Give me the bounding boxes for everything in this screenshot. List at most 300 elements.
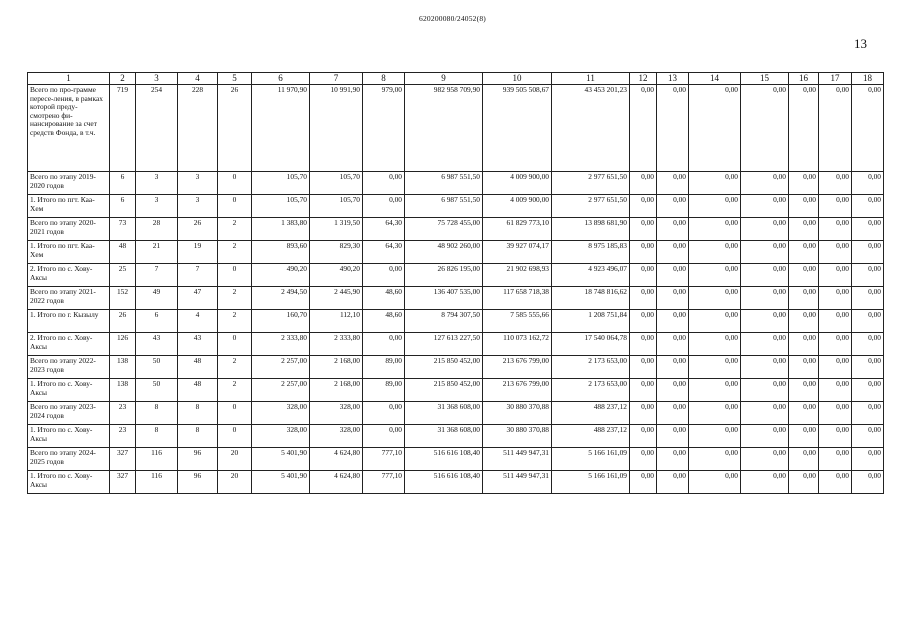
value-cell: 488 237,12 [552, 425, 630, 448]
value-cell: 0,00 [741, 195, 789, 218]
value-cell: 511 449 947,31 [483, 448, 552, 471]
value-cell: 1 383,80 [252, 218, 310, 241]
value-cell: 0,00 [657, 379, 689, 402]
value-cell: 0,00 [819, 402, 852, 425]
value-cell: 328,00 [310, 425, 363, 448]
value-cell: 0,00 [741, 402, 789, 425]
value-cell: 0,00 [363, 333, 405, 356]
value-cell: 105,70 [252, 172, 310, 195]
table-row [28, 333, 884, 356]
value-cell: 0,00 [657, 471, 689, 494]
value-cell: 0 [218, 264, 252, 287]
column-header: 8 [363, 73, 405, 85]
value-cell: 96 [178, 448, 218, 471]
row-label-cell: 1. Итого по с. Хову-Аксы [28, 471, 110, 494]
row-label-cell: 1. Итого по пгт. Каа-Хем [28, 195, 110, 218]
value-cell: 0,00 [363, 195, 405, 218]
column-header: 7 [310, 73, 363, 85]
value-cell: 6 [110, 172, 136, 195]
value-cell: 105,70 [310, 195, 363, 218]
value-cell: 0 [218, 425, 252, 448]
value-cell: 3 [178, 172, 218, 195]
value-cell: 43 [136, 333, 178, 356]
value-cell: 110 073 162,72 [483, 333, 552, 356]
value-cell: 0,00 [657, 287, 689, 310]
value-cell: 47 [178, 287, 218, 310]
row-label-cell: 1. Итого по с. Хову-Аксы [28, 425, 110, 448]
column-header: 3 [136, 73, 178, 85]
table-body [28, 85, 884, 494]
value-cell: 2 333,80 [310, 333, 363, 356]
value-cell: 0,00 [363, 425, 405, 448]
value-cell: 96 [178, 471, 218, 494]
value-cell: 26 [218, 85, 252, 172]
value-cell: 0,00 [789, 85, 819, 172]
value-cell: 0,00 [852, 218, 884, 241]
value-cell: 48 [178, 356, 218, 379]
value-cell: 0,00 [630, 310, 657, 333]
column-header: 12 [630, 73, 657, 85]
value-cell: 43 453 201,23 [552, 85, 630, 172]
value-cell: 48,60 [363, 310, 405, 333]
value-cell: 89,00 [363, 356, 405, 379]
value-cell: 48 902 260,00 [405, 241, 483, 264]
value-cell: 89,00 [363, 379, 405, 402]
value-cell: 8 [178, 402, 218, 425]
value-cell: 6 [110, 195, 136, 218]
value-cell: 0,00 [630, 172, 657, 195]
value-cell: 0,00 [689, 356, 741, 379]
table-row [28, 172, 884, 195]
table-row [28, 310, 884, 333]
value-cell: 0,00 [657, 264, 689, 287]
row-label-cell: Всего по этапу 2019-2020 годов [28, 172, 110, 195]
column-header: 1 [28, 73, 110, 85]
value-cell: 939 505 508,67 [483, 85, 552, 172]
value-cell: 20 [218, 471, 252, 494]
table-row [28, 448, 884, 471]
value-cell: 6 987 551,50 [405, 172, 483, 195]
value-cell: 0,00 [630, 379, 657, 402]
value-cell: 105,70 [252, 195, 310, 218]
value-cell: 0,00 [630, 425, 657, 448]
value-cell: 516 616 108,40 [405, 448, 483, 471]
column-header: 5 [218, 73, 252, 85]
value-cell: 2 [218, 287, 252, 310]
value-cell: 2 494,50 [252, 287, 310, 310]
value-cell: 327 [110, 448, 136, 471]
value-cell: 11 970,90 [252, 85, 310, 172]
value-cell: 0,00 [630, 264, 657, 287]
value-cell: 0,00 [689, 379, 741, 402]
table-row [28, 356, 884, 379]
value-cell: 328,00 [310, 402, 363, 425]
value-cell: 0,00 [789, 356, 819, 379]
value-cell: 138 [110, 356, 136, 379]
value-cell: 0,00 [630, 333, 657, 356]
value-cell: 48 [110, 241, 136, 264]
value-cell: 4 624,80 [310, 471, 363, 494]
value-cell: 0,00 [819, 333, 852, 356]
value-cell: 488 237,12 [552, 402, 630, 425]
value-cell: 0,00 [657, 172, 689, 195]
value-cell: 511 449 947,31 [483, 471, 552, 494]
value-cell: 4 009 900,00 [483, 195, 552, 218]
value-cell: 982 958 709,90 [405, 85, 483, 172]
value-cell: 777,10 [363, 448, 405, 471]
value-cell: 126 [110, 333, 136, 356]
value-cell: 0,00 [741, 85, 789, 172]
value-cell: 0,00 [689, 425, 741, 448]
value-cell: 64,30 [363, 241, 405, 264]
value-cell: 0,00 [852, 425, 884, 448]
value-cell: 112,10 [310, 310, 363, 333]
value-cell: 19 [178, 241, 218, 264]
value-cell: 6 987 551,50 [405, 195, 483, 218]
value-cell: 0,00 [741, 218, 789, 241]
value-cell: 893,60 [252, 241, 310, 264]
table-row [28, 471, 884, 494]
value-cell: 0,00 [741, 287, 789, 310]
value-cell: 0,00 [819, 471, 852, 494]
value-cell: 0,00 [657, 241, 689, 264]
value-cell: 0,00 [657, 195, 689, 218]
value-cell: 228 [178, 85, 218, 172]
value-cell: 719 [110, 85, 136, 172]
value-cell: 31 368 608,00 [405, 402, 483, 425]
value-cell: 0,00 [819, 310, 852, 333]
value-cell: 516 616 108,40 [405, 471, 483, 494]
value-cell: 0,00 [789, 218, 819, 241]
table-row [28, 425, 884, 448]
value-cell: 1 319,50 [310, 218, 363, 241]
value-cell: 117 658 718,38 [483, 287, 552, 310]
value-cell: 0,00 [741, 379, 789, 402]
table-row [28, 402, 884, 425]
value-cell: 0,00 [789, 172, 819, 195]
value-cell: 8 [136, 402, 178, 425]
value-cell: 0,00 [819, 356, 852, 379]
value-cell: 0,00 [657, 310, 689, 333]
column-header: 15 [741, 73, 789, 85]
value-cell: 1 208 751,84 [552, 310, 630, 333]
value-cell: 213 676 799,00 [483, 356, 552, 379]
value-cell: 39 927 074,17 [483, 241, 552, 264]
value-cell: 26 826 195,00 [405, 264, 483, 287]
row-label-cell: Всего по про-грамме пересе-ления, в рамках которой преду-смотрено фи-нансирование за счет средств Фонда, в т.ч. [28, 85, 110, 172]
value-cell: 0,00 [689, 287, 741, 310]
value-cell: 2 [218, 241, 252, 264]
value-cell: 0,00 [819, 425, 852, 448]
value-cell: 0,00 [657, 333, 689, 356]
value-cell: 0,00 [689, 333, 741, 356]
value-cell: 6 [136, 310, 178, 333]
value-cell: 152 [110, 287, 136, 310]
value-cell: 0,00 [789, 471, 819, 494]
value-cell: 31 368 608,00 [405, 425, 483, 448]
value-cell: 0,00 [852, 379, 884, 402]
page-number: 13 [854, 36, 867, 51]
value-cell: 4 [178, 310, 218, 333]
value-cell: 2 173 653,00 [552, 379, 630, 402]
value-cell: 0,00 [689, 85, 741, 172]
value-cell: 0,00 [741, 448, 789, 471]
column-header: 6 [252, 73, 310, 85]
row-label-cell: Всего по этапу 2022-2023 годов [28, 356, 110, 379]
table-row [28, 195, 884, 218]
document-id: 620200080/24052(8) [419, 14, 486, 23]
value-cell: 26 [110, 310, 136, 333]
table-row [28, 287, 884, 310]
table-row [28, 379, 884, 402]
value-cell: 64,30 [363, 218, 405, 241]
value-cell: 0,00 [630, 356, 657, 379]
column-header: 18 [852, 73, 884, 85]
row-label-cell: 2. Итого по с. Хову-Аксы [28, 264, 110, 287]
value-cell: 0,00 [630, 471, 657, 494]
value-cell: 0,00 [789, 333, 819, 356]
value-cell: 0,00 [852, 241, 884, 264]
value-cell: 116 [136, 471, 178, 494]
value-cell: 0,00 [689, 172, 741, 195]
value-cell: 2 445,90 [310, 287, 363, 310]
value-cell: 20 [218, 448, 252, 471]
value-cell: 0,00 [789, 287, 819, 310]
value-cell: 0 [218, 195, 252, 218]
value-cell: 0,00 [789, 195, 819, 218]
value-cell: 0,00 [789, 379, 819, 402]
row-label-cell: 1. Итого по с. Хову-Аксы [28, 379, 110, 402]
value-cell: 138 [110, 379, 136, 402]
value-cell: 160,70 [252, 310, 310, 333]
value-cell: 0,00 [657, 402, 689, 425]
value-cell: 0,00 [852, 172, 884, 195]
value-cell: 0,00 [363, 402, 405, 425]
value-cell: 254 [136, 85, 178, 172]
value-cell: 0,00 [852, 448, 884, 471]
value-cell: 0,00 [689, 218, 741, 241]
row-label-cell: 1. Итого по г. Кызылу [28, 310, 110, 333]
value-cell: 43 [178, 333, 218, 356]
value-cell: 3 [178, 195, 218, 218]
value-cell: 2 168,00 [310, 356, 363, 379]
value-cell: 0,00 [819, 195, 852, 218]
value-cell: 0,00 [630, 402, 657, 425]
table-row [28, 264, 884, 287]
value-cell: 0 [218, 172, 252, 195]
value-cell: 5 166 161,09 [552, 471, 630, 494]
value-cell: 0,00 [852, 264, 884, 287]
value-cell: 0,00 [630, 218, 657, 241]
value-cell: 829,30 [310, 241, 363, 264]
value-cell: 490,20 [252, 264, 310, 287]
value-cell: 0,00 [789, 448, 819, 471]
value-cell: 2 173 653,00 [552, 356, 630, 379]
value-cell: 116 [136, 448, 178, 471]
value-cell: 0,00 [819, 85, 852, 172]
value-cell: 18 748 816,62 [552, 287, 630, 310]
value-cell: 0,00 [852, 333, 884, 356]
row-label-cell: Всего по этапу 2021-2022 годов [28, 287, 110, 310]
value-cell: 0,00 [819, 172, 852, 195]
value-cell: 8 794 307,50 [405, 310, 483, 333]
column-header: 2 [110, 73, 136, 85]
row-label-cell: 2. Итого по с. Хову-Аксы [28, 333, 110, 356]
value-cell: 0,00 [689, 195, 741, 218]
value-cell: 2 168,00 [310, 379, 363, 402]
value-cell: 4 009 900,00 [483, 172, 552, 195]
value-cell: 0,00 [819, 379, 852, 402]
value-cell: 8 [136, 425, 178, 448]
value-cell: 328,00 [252, 425, 310, 448]
value-cell: 0,00 [789, 241, 819, 264]
value-cell: 21 [136, 241, 178, 264]
value-cell: 0,00 [657, 356, 689, 379]
value-cell: 0,00 [741, 471, 789, 494]
value-cell: 50 [136, 379, 178, 402]
value-cell: 2 977 651,50 [552, 172, 630, 195]
row-label-cell: Всего по этапу 2020-2021 годов [28, 218, 110, 241]
value-cell: 26 [178, 218, 218, 241]
value-cell: 777,10 [363, 471, 405, 494]
value-cell: 0,00 [657, 425, 689, 448]
header-row [28, 73, 884, 85]
value-cell: 213 676 799,00 [483, 379, 552, 402]
row-label-cell: Всего по этапу 2023-2024 годов [28, 402, 110, 425]
column-header: 13 [657, 73, 689, 85]
value-cell: 0,00 [789, 264, 819, 287]
value-cell: 2 333,80 [252, 333, 310, 356]
value-cell: 490,20 [310, 264, 363, 287]
value-cell: 5 166 161,09 [552, 448, 630, 471]
value-cell: 4 923 496,07 [552, 264, 630, 287]
value-cell: 30 880 370,88 [483, 402, 552, 425]
value-cell: 0,00 [741, 241, 789, 264]
value-cell: 0,00 [819, 241, 852, 264]
value-cell: 0,00 [789, 425, 819, 448]
value-cell: 0,00 [852, 402, 884, 425]
value-cell: 0,00 [852, 85, 884, 172]
value-cell: 215 850 452,00 [405, 379, 483, 402]
row-label-cell: 1. Итого по пгт. Каа-Хем [28, 241, 110, 264]
value-cell: 0,00 [363, 172, 405, 195]
value-cell: 0,00 [741, 333, 789, 356]
value-cell: 48,60 [363, 287, 405, 310]
value-cell: 23 [110, 402, 136, 425]
table-row [28, 241, 884, 264]
value-cell: 0,00 [689, 241, 741, 264]
value-cell: 2 [218, 218, 252, 241]
value-cell: 0,00 [852, 310, 884, 333]
value-cell: 0,00 [741, 425, 789, 448]
value-cell: 7 [136, 264, 178, 287]
value-cell: 61 829 773,10 [483, 218, 552, 241]
value-cell: 0,00 [657, 448, 689, 471]
value-cell: 327 [110, 471, 136, 494]
value-cell: 0,00 [630, 287, 657, 310]
value-cell: 0,00 [852, 195, 884, 218]
value-cell: 215 850 452,00 [405, 356, 483, 379]
value-cell: 105,70 [310, 172, 363, 195]
value-cell: 0,00 [741, 264, 789, 287]
value-cell: 0,00 [819, 448, 852, 471]
value-cell: 0,00 [789, 310, 819, 333]
column-header: 9 [405, 73, 483, 85]
column-header: 16 [789, 73, 819, 85]
value-cell: 4 624,80 [310, 448, 363, 471]
value-cell: 0,00 [819, 287, 852, 310]
value-cell: 0,00 [852, 287, 884, 310]
value-cell: 5 401,90 [252, 448, 310, 471]
value-cell: 0,00 [689, 402, 741, 425]
value-cell: 0,00 [630, 85, 657, 172]
table-row [28, 218, 884, 241]
value-cell: 136 407 535,00 [405, 287, 483, 310]
value-cell: 0,00 [657, 85, 689, 172]
value-cell: 0,00 [852, 471, 884, 494]
program-table [27, 72, 884, 494]
value-cell: 0,00 [741, 172, 789, 195]
value-cell: 0,00 [741, 310, 789, 333]
value-cell: 21 902 698,93 [483, 264, 552, 287]
value-cell: 75 728 455,00 [405, 218, 483, 241]
column-header: 11 [552, 73, 630, 85]
value-cell: 10 991,90 [310, 85, 363, 172]
value-cell: 0,00 [819, 218, 852, 241]
value-cell: 30 880 370,88 [483, 425, 552, 448]
value-cell: 28 [136, 218, 178, 241]
value-cell: 2 [218, 310, 252, 333]
value-cell: 49 [136, 287, 178, 310]
column-header: 17 [819, 73, 852, 85]
column-header: 4 [178, 73, 218, 85]
value-cell: 0 [218, 333, 252, 356]
value-cell: 73 [110, 218, 136, 241]
value-cell: 3 [136, 195, 178, 218]
value-cell: 0,00 [363, 264, 405, 287]
value-cell: 7 [178, 264, 218, 287]
value-cell: 0,00 [852, 356, 884, 379]
value-cell: 2 977 651,50 [552, 195, 630, 218]
value-cell: 7 585 555,66 [483, 310, 552, 333]
value-cell: 979,00 [363, 85, 405, 172]
value-cell: 23 [110, 425, 136, 448]
value-cell: 48 [178, 379, 218, 402]
value-cell: 0,00 [819, 264, 852, 287]
value-cell: 0,00 [657, 218, 689, 241]
value-cell: 5 401,90 [252, 471, 310, 494]
column-header: 10 [483, 73, 552, 85]
value-cell: 0,00 [689, 264, 741, 287]
value-cell: 127 613 227,50 [405, 333, 483, 356]
value-cell: 0,00 [789, 402, 819, 425]
value-cell: 2 257,00 [252, 379, 310, 402]
value-cell: 0,00 [689, 448, 741, 471]
value-cell: 2 [218, 356, 252, 379]
column-header: 14 [689, 73, 741, 85]
row-label-cell: Всего по этапу 2024-2025 годов [28, 448, 110, 471]
value-cell: 17 540 064,78 [552, 333, 630, 356]
value-cell: 328,00 [252, 402, 310, 425]
value-cell: 0,00 [741, 356, 789, 379]
value-cell: 0,00 [630, 448, 657, 471]
value-cell: 0,00 [689, 310, 741, 333]
value-cell: 0,00 [630, 195, 657, 218]
value-cell: 8 975 185,83 [552, 241, 630, 264]
value-cell: 0,00 [630, 241, 657, 264]
value-cell: 2 [218, 379, 252, 402]
value-cell: 13 898 681,90 [552, 218, 630, 241]
